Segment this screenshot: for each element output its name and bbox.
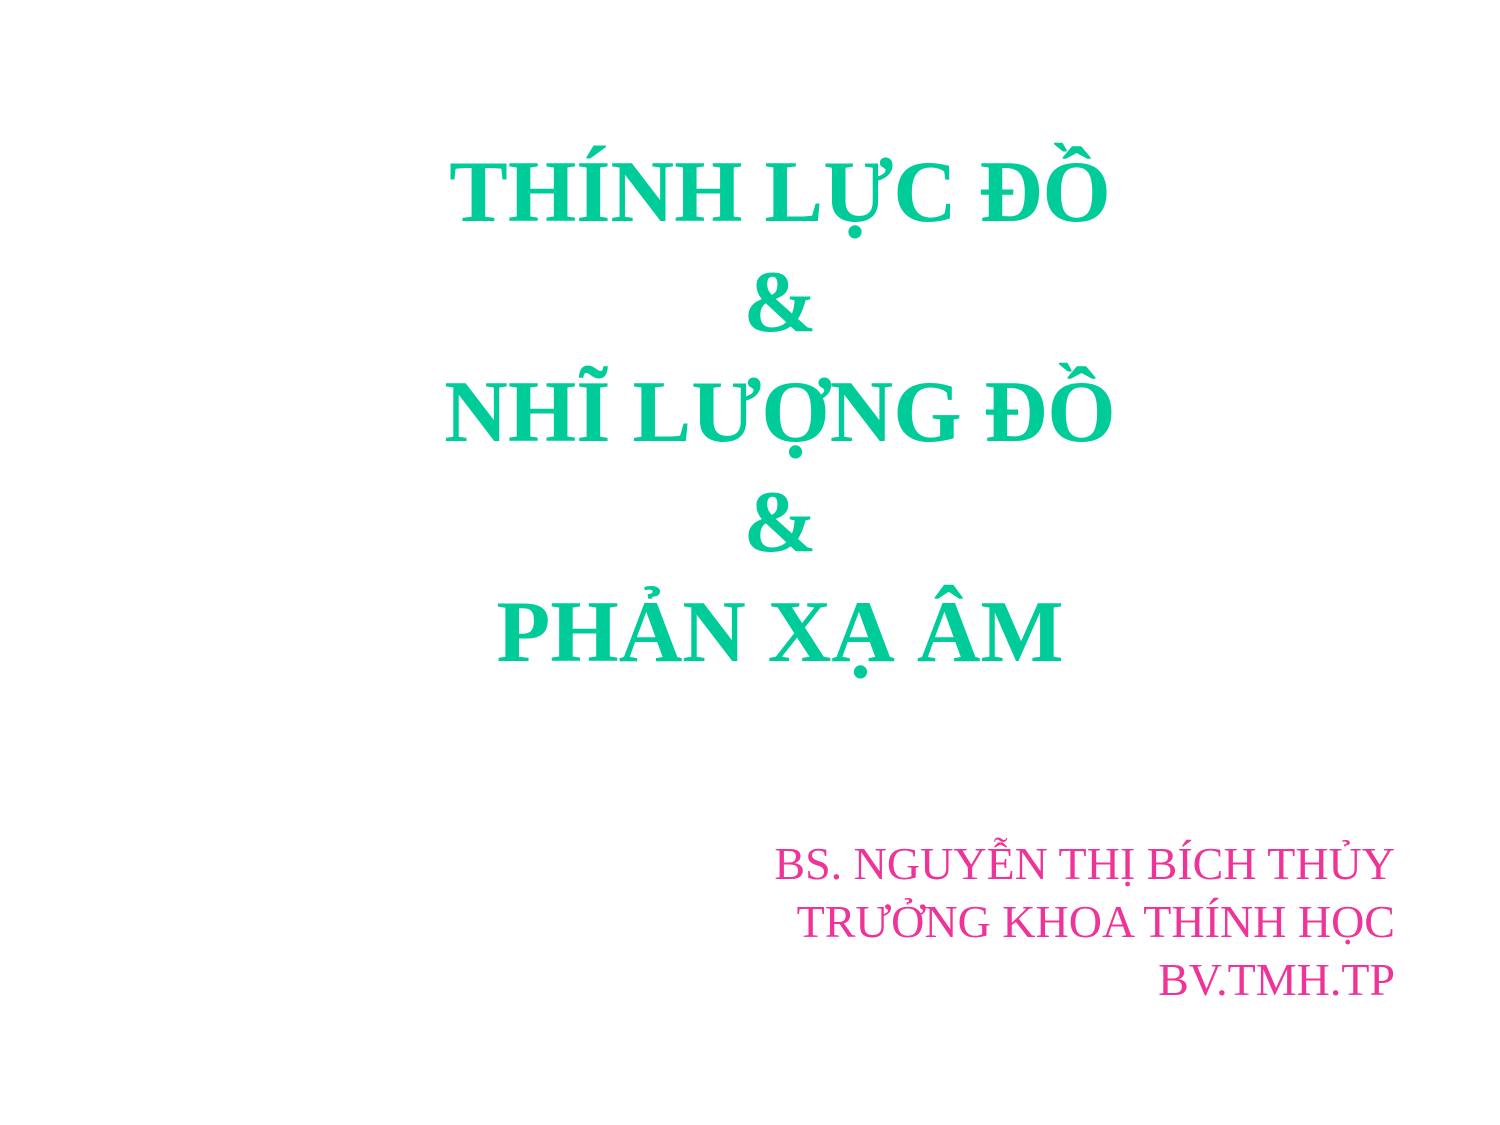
title-ampersand-1: &	[743, 254, 817, 351]
slide-title	[280, 138, 1280, 688]
author-hospital: BV.TMH.TP	[1158, 954, 1395, 1005]
author-info	[774, 835, 1395, 1009]
author-position: TRƯỞNG KHOA THÍNH HỌC	[796, 896, 1395, 947]
title-ampersand-2: &	[743, 474, 817, 571]
title-line-2: NHĨ LƯỢNG ĐỒ	[444, 364, 1116, 461]
title-line-1: THÍNH LỰC ĐỒ	[449, 144, 1111, 241]
title-line-3: PHẢN XẠ ÂM	[496, 584, 1064, 681]
author-name: BS. NGUYỄN THỊ BÍCH THỦY	[774, 838, 1395, 889]
